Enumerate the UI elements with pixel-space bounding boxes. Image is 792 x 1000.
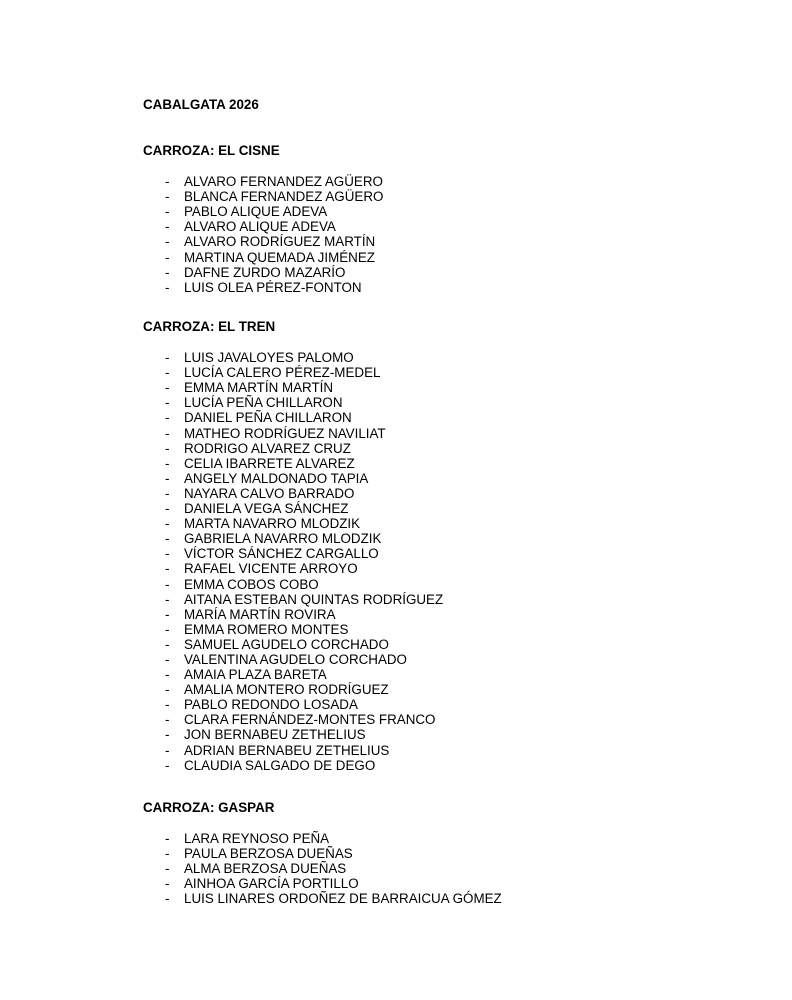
list-item [143, 189, 792, 204]
bullet-dash: - [165, 219, 170, 235]
bullet-dash: - [165, 727, 170, 743]
list-item [143, 380, 792, 395]
bullet-dash: - [165, 516, 170, 532]
section-heading: CARROZA: EL TREN [143, 319, 276, 334]
member-name: DANIEL PEÑA CHILLARON [184, 410, 352, 426]
list-item [143, 531, 792, 546]
member-name: AINHOA GARCÍA PORTILLO [184, 876, 359, 892]
member-name: LUCÍA PEÑA CHILLARON [184, 395, 343, 411]
list-item [143, 637, 792, 652]
list-item [143, 426, 792, 441]
member-name: ALVARO FERNANDEZ AGÜERO [184, 174, 383, 190]
list-item [143, 365, 792, 380]
bullet-dash: - [165, 591, 170, 607]
member-name: PAULA BERZOSA DUEÑAS [184, 846, 353, 862]
list-item [143, 471, 792, 486]
bullet-dash: - [165, 546, 170, 562]
list-item [143, 743, 792, 758]
member-name: SAMUEL AGUDELO CORCHADO [184, 636, 389, 652]
list-item [143, 846, 792, 861]
member-name: GABRIELA NAVARRO MLODZIK [184, 531, 382, 547]
list-item [143, 561, 792, 576]
bullet-dash: - [165, 350, 170, 366]
bullet-dash: - [165, 440, 170, 456]
list-item [143, 577, 792, 592]
list-item [143, 682, 792, 697]
bullet-dash: - [165, 876, 170, 892]
list-item [143, 250, 792, 265]
member-name: CELIA IBARRETE ALVAREZ [184, 455, 355, 471]
bullet-dash: - [165, 846, 170, 862]
bullet-dash: - [165, 636, 170, 652]
member-name: ALVARO RODRÍGUEZ MARTÍN [184, 234, 376, 250]
bullet-dash: - [165, 576, 170, 592]
list-item [143, 204, 792, 219]
member-name: VÍCTOR SÁNCHEZ CARGALLO [184, 546, 379, 562]
bullet-dash: - [165, 470, 170, 486]
bullet-dash: - [165, 174, 170, 190]
member-name: RODRIGO ALVAREZ CRUZ [184, 440, 351, 456]
list-item [143, 652, 792, 667]
member-name: AMAIA PLAZA BARETA [184, 667, 327, 683]
list-item [143, 607, 792, 622]
bullet-dash: - [165, 757, 170, 773]
member-name: DAFNE ZURDO MAZARÍO [184, 264, 346, 280]
carroza-section [143, 800, 792, 907]
bullet-dash: - [165, 742, 170, 758]
member-name: EMMA COBOS COBO [184, 576, 319, 592]
member-name: BLANCA FERNANDEZ AGÜERO [184, 189, 384, 205]
bullet-dash: - [165, 380, 170, 396]
bullet-dash: - [165, 279, 170, 295]
member-name: AITANA ESTEBAN QUINTAS RODRÍGUEZ [184, 591, 444, 607]
bullet-dash: - [165, 712, 170, 728]
list-item [143, 831, 792, 846]
list-item [143, 712, 792, 727]
list-item [143, 697, 792, 712]
bullet-dash: - [165, 234, 170, 250]
bullet-dash: - [165, 264, 170, 280]
list-item [143, 219, 792, 234]
carroza-section [143, 143, 792, 295]
member-name: MARÍA MARTÍN ROVIRA [184, 606, 336, 622]
bullet-dash: - [165, 621, 170, 637]
list-item [143, 456, 792, 471]
list-item [143, 622, 792, 637]
list-item [143, 891, 792, 906]
bullet-dash: - [165, 189, 170, 205]
bullet-dash: - [165, 249, 170, 265]
list-item [143, 410, 792, 425]
member-name: ALMA BERZOSA DUEÑAS [184, 861, 347, 877]
member-name: AMALIA MONTERO RODRÍGUEZ [184, 682, 389, 698]
list-item [143, 234, 792, 249]
bullet-dash: - [165, 204, 170, 220]
bullet-dash: - [165, 682, 170, 698]
list-item [143, 486, 792, 501]
bullet-dash: - [165, 501, 170, 517]
member-name: RAFAEL VICENTE ARROYO [184, 561, 358, 577]
section-heading: CARROZA: EL CISNE [143, 143, 280, 158]
bullet-dash: - [165, 651, 170, 667]
list-item [143, 861, 792, 876]
bullet-dash: - [165, 561, 170, 577]
list-item [143, 501, 792, 516]
bullet-dash: - [165, 831, 170, 847]
member-name: CLAUDIA SALGADO DE DEGO [184, 757, 376, 773]
member-name: MARTINA QUEMADA JIMÉNEZ [184, 249, 375, 265]
list-item [143, 758, 792, 773]
list-item [143, 265, 792, 280]
member-name: MATHEO RODRÍGUEZ NAVILIAT [184, 425, 386, 441]
bullet-dash: - [165, 531, 170, 547]
member-name: ADRIAN BERNABEU ZETHELIUS [184, 742, 390, 758]
member-name: PABLO REDONDO LOSADA [184, 697, 358, 713]
member-name: NAYARA CALVO BARRADO [184, 485, 355, 501]
member-list [143, 831, 792, 906]
member-name: LUIS OLEA PÉREZ-FONTON [184, 279, 362, 295]
list-item [143, 441, 792, 456]
bullet-dash: - [165, 891, 170, 907]
bullet-dash: - [165, 395, 170, 411]
list-item [143, 727, 792, 742]
member-name: EMMA ROMERO MONTES [184, 621, 349, 637]
member-name: MARTA NAVARRO MLODZIK [184, 516, 361, 532]
bullet-dash: - [165, 485, 170, 501]
bullet-dash: - [165, 606, 170, 622]
bullet-dash: - [165, 410, 170, 426]
bullet-dash: - [165, 365, 170, 381]
list-item [143, 876, 792, 891]
bullet-dash: - [165, 455, 170, 471]
document-title: CABALGATA 2026 [143, 97, 259, 112]
bullet-dash: - [165, 667, 170, 683]
section-heading: CARROZA: GASPAR [143, 800, 275, 815]
member-name: LUIS LINARES ORDOÑEZ DE BARRAICUA GÓMEZ [184, 891, 502, 907]
list-item [143, 592, 792, 607]
bullet-dash: - [165, 861, 170, 877]
list-item [143, 516, 792, 531]
list-item [143, 546, 792, 561]
list-item [143, 280, 792, 295]
member-name: ALVARO ALIQUE ADEVA [184, 219, 336, 235]
member-name: CLARA FERNÁNDEZ-MONTES FRANCO [184, 712, 436, 728]
member-name: EMMA MARTÍN MARTÍN [184, 380, 334, 396]
list-item [143, 350, 792, 365]
member-name: ANGELY MALDONADO TAPIA [184, 470, 369, 486]
member-name: VALENTINA AGUDELO CORCHADO [184, 651, 407, 667]
carroza-section [143, 319, 792, 773]
member-list [143, 174, 792, 295]
bullet-dash: - [165, 697, 170, 713]
member-name: DANIELA VEGA SÁNCHEZ [184, 501, 349, 517]
list-item [143, 395, 792, 410]
member-name: LUIS JAVALOYES PALOMO [184, 350, 354, 366]
list-item [143, 667, 792, 682]
list-item [143, 174, 792, 189]
member-name: LUCÍA CALERO PÉREZ-MEDEL [184, 365, 381, 381]
member-name: LARA REYNOSO PEÑA [184, 831, 330, 847]
member-name: PABLO ALIQUE ADEVA [184, 204, 328, 220]
member-name: JON BERNABEU ZETHELIUS [184, 727, 366, 743]
member-list [143, 350, 792, 773]
bullet-dash: - [165, 425, 170, 441]
